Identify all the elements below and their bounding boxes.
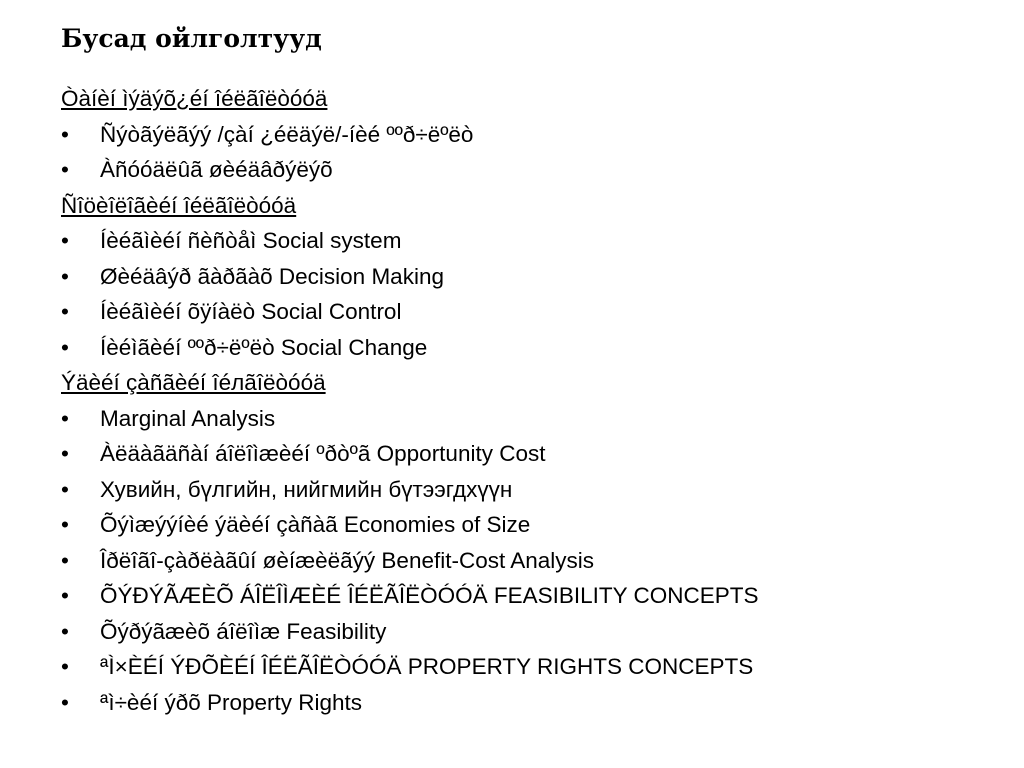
bullet-item <box>61 436 1011 472</box>
slide-title: Бусад ойлголтууд <box>61 24 322 53</box>
bullet-icon: • <box>61 121 69 147</box>
bullet-icon: • <box>61 654 69 679</box>
bullet-text: Õýìæýýíèé ýäèéí çàñàã Economies of Size <box>100 512 531 537</box>
bullet-text: Àëäàãäñàí áîëîìæèéí ºðòºã Opportunity Cost <box>100 441 546 466</box>
bullet-icon: • <box>61 689 69 715</box>
bullet-icon: • <box>61 157 69 182</box>
bullet-icon: • <box>61 476 69 502</box>
section-heading: Òàíèí ìýäýõ¿éí îéëãîëòóóä <box>61 86 328 111</box>
section-heading: Ñîöèîëîãèéí îéëãîëòóóä <box>61 192 297 218</box>
bullet-text: Marginal Analysis <box>100 405 276 431</box>
bullet-text: ªÌ×ÈÉÍ ÝÐÕÈÉÍ ÎÉËÃÎËÒÓÓÄ PROPERTY RIGHTS CONCEPTS <box>100 654 754 679</box>
section-heading: Ýäèéí çàñãèéí îéлãîëòóóä <box>61 370 326 395</box>
bullet-item <box>61 649 1011 685</box>
bullet-item <box>61 294 1011 330</box>
bullet-text: Àñóóäëûã øèéäâðýëýõ <box>100 157 333 182</box>
bullet-item <box>61 330 1011 366</box>
bullet-icon: • <box>61 441 69 466</box>
bullet-item <box>61 472 1011 508</box>
bullet-icon: • <box>61 512 69 537</box>
bullet-text: ÕÝÐÝÃÆÈÕ ÁÎËÎÌÆÈÉ ÎÉËÃÎËÒÓÓÄ FEASIBILITY CONCEPTS <box>100 583 759 608</box>
bullet-item <box>61 578 1011 614</box>
bullet-text: ªì÷èéí ýðõ Property Rights <box>100 689 363 715</box>
bullet-text: Îðëîãî-çàðëàãûí øèíæèëãýý Benefit-Cost Analysis <box>100 547 595 573</box>
bullet-icon: • <box>61 618 69 644</box>
bullet-icon: • <box>61 547 69 573</box>
bullet-text: Íèéìãèéí ººð÷ëºëò Social Change <box>100 334 428 360</box>
bullet-icon: • <box>61 228 69 253</box>
bullet-icon: • <box>61 583 69 608</box>
bullet-item <box>61 507 1011 543</box>
bullet-item <box>61 614 1011 650</box>
bullet-item <box>61 685 1011 721</box>
bullet-icon: • <box>61 334 69 360</box>
bullet-text: Íèéãìèéí õÿíàëò Social Control <box>100 299 402 324</box>
bullet-text: Хувийн, бүлгийн, нийгмийн бүтээгдхүүн <box>100 476 513 502</box>
bullet-text: Øèéäâýð ãàðãàõ Decision Making <box>100 263 444 289</box>
bullet-item <box>61 543 1011 579</box>
bullet-text: Íèéãìèéí ñèñòåì Social system <box>100 228 402 253</box>
bullet-text: Õýðýãæèõ áîëîìæ Feasibility <box>100 618 387 644</box>
slide-body <box>61 81 1011 720</box>
bullet-item <box>61 117 1011 153</box>
bullet-icon: • <box>61 405 69 431</box>
bullet-item <box>61 259 1011 295</box>
bullet-item <box>61 401 1011 437</box>
bullet-icon: • <box>61 263 69 289</box>
bullet-item <box>61 152 1011 188</box>
bullet-text: Ñýòãýëãýý /çàí ¿éëäýë/-íèé ººð÷ëºëò <box>100 121 474 147</box>
bullet-item <box>61 223 1011 259</box>
bullet-icon: • <box>61 299 69 324</box>
